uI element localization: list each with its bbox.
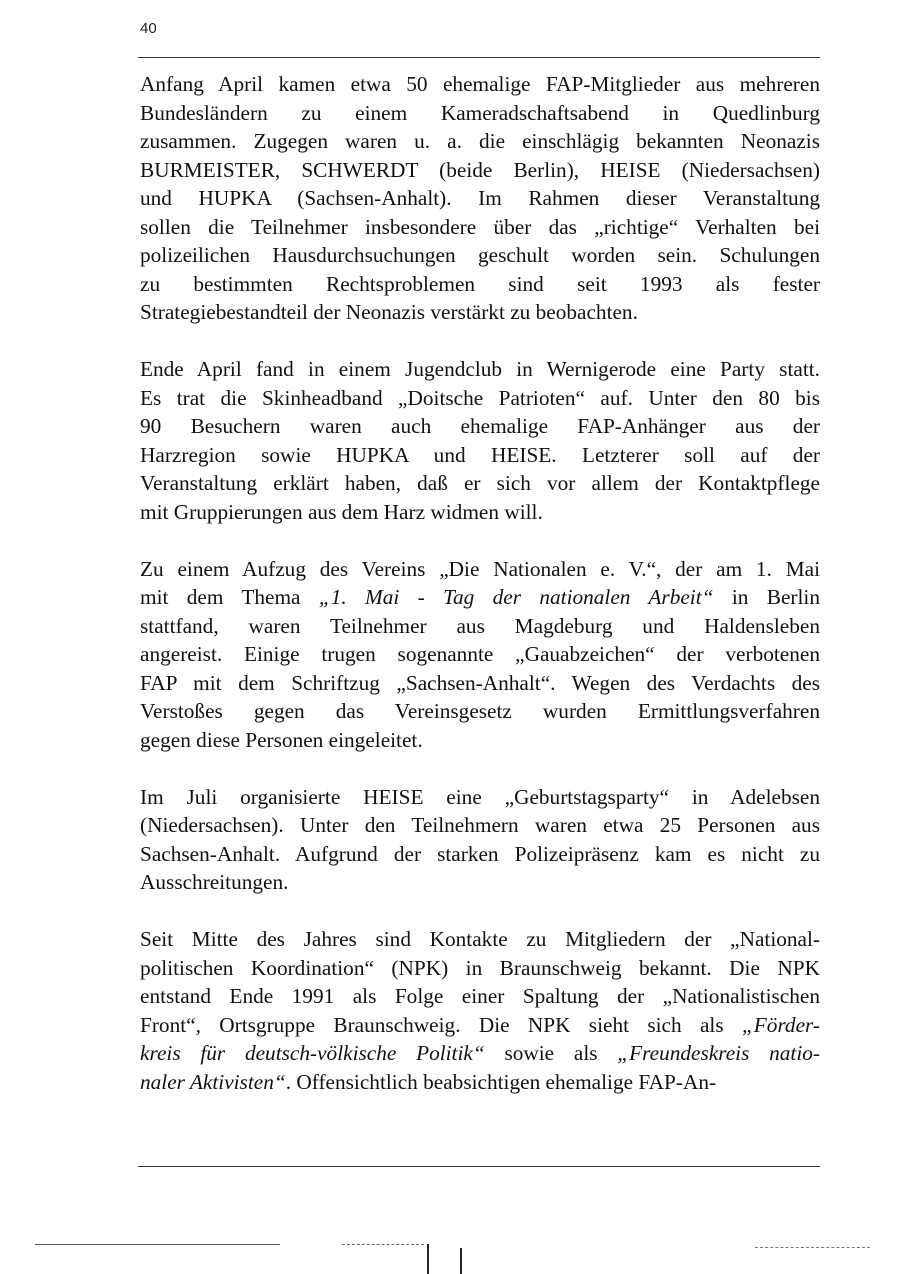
text-line: Sachsen-Anhalt. Aufgrund der starken Polizeipräsenz kam es nicht zu — [140, 841, 820, 866]
text-line: Es trat die Skinheadband „Doitsche Patrioten“ auf. Unter den 80 bis — [140, 385, 820, 410]
text-line: zu bestimmten Rechtsproblemen sind seit 1993 als fester — [140, 271, 820, 296]
scan-edge-line-left — [35, 1244, 280, 1245]
scan-edge-line-middle — [342, 1244, 424, 1245]
paragraph-adelebsen — [140, 783, 820, 897]
text-line: gegen diese Personen eingeleitet. — [140, 727, 423, 752]
text-line: 90 Besuchern waren auch ehemalige FAP-Anhänger aus der — [140, 414, 820, 438]
text-line: BURMEISTER, SCHWERDT (beide Berlin), HEISE (Niedersachsen) — [140, 157, 820, 182]
text-line: Seit Mitte des Jahres sind Kontakte zu Mitgliedern der „National- — [140, 927, 820, 951]
document-body — [140, 70, 820, 1125]
text-line: stattfand, waren Teilnehmer aus Magdeburg und Haldensleben — [140, 613, 820, 638]
text-line: entstand Ende 1991 als Folge einer Spaltung der „Nationalistischen — [140, 984, 820, 1008]
text-line: Strategiebestandteil der Neonazis verstärkt zu beobachten. — [140, 300, 638, 324]
text-line: naler Aktivisten“. Offensichtlich beabsichtigen ehemalige FAP-An- — [140, 1069, 717, 1094]
paragraph-npk — [140, 925, 820, 1096]
text-line: kreis für deutsch-völkische Politik“ sowie als „Freundeskreis natio- — [140, 1041, 820, 1065]
scan-mark — [460, 1248, 462, 1274]
text-line: Harzregion sowie HUPKA und HEISE. Letzterer soll auf der — [140, 442, 820, 467]
text-line: Anfang April kamen etwa 50 ehemalige FAP-Mitglieder aus mehreren — [140, 72, 820, 96]
paragraph-wernigerode — [140, 355, 820, 526]
text-line: sollen die Teilnehmer insbesondere über das „richtige“ Verhalten bei — [140, 214, 820, 239]
text-line: Ausschreitungen. — [140, 870, 289, 894]
page-number: 40 — [140, 20, 157, 37]
scan-mark — [427, 1244, 429, 1274]
scan-edge-marks — [424, 1244, 484, 1274]
text-line: politischen Koordination“ (NPK) in Braunschweig bekannt. Die NPK — [140, 955, 820, 980]
text-line: Ende April fand in einem Jugendclub in Wernigerode eine Party statt. — [140, 357, 820, 381]
text-line: mit Gruppierungen aus dem Harz widmen will. — [140, 499, 543, 524]
paragraph-berlin-march — [140, 555, 820, 755]
text-line: (Niedersachsen). Unter den Teilnehmern waren etwa 25 Personen aus — [140, 813, 820, 837]
text-line: Im Juli organisierte HEISE eine „Geburtstagsparty“ in Adelebsen — [140, 784, 820, 809]
text-line: und HUPKA (Sachsen-Anhalt). Im Rahmen dieser Veranstaltung — [140, 186, 820, 210]
text-line: Bundesländern zu einem Kameradschaftsabend in Quedlinburg — [140, 100, 820, 125]
text-line: Verstoßes gegen das Vereinsgesetz wurden Ermittlungsverfahren — [140, 699, 820, 723]
text-line: FAP mit dem Schriftzug „Sachsen-Anhalt“. Wegen des Verdachts des — [140, 670, 820, 695]
text-line: mit dem Thema „1. Mai - Tag der nationalen Arbeit“ in Berlin — [140, 585, 820, 609]
text-line: angereist. Einige trugen sogenannte „Gauabzeichen“ der verbotenen — [140, 642, 820, 666]
header-rule — [138, 57, 820, 58]
text-line: zusammen. Zugegen waren u. a. die einschlägig bekannten Neonazis — [140, 129, 820, 153]
text-line: polizeilichen Hausdurchsuchungen geschult worden sein. Schulungen — [140, 243, 820, 267]
text-line: Front“, Ortsgruppe Braunschweig. Die NPK sieht sich als „Förder- — [140, 1012, 820, 1037]
paragraph-quedlinburg — [140, 70, 820, 327]
footer-rule — [138, 1166, 820, 1167]
text-line: Veranstaltung erklärt haben, daß er sich vor allem der Kontaktpflege — [140, 471, 820, 495]
scan-edge-line-right — [755, 1247, 870, 1248]
text-line: Zu einem Aufzug des Vereins „Die Nationalen e. V.“, der am 1. Mai — [140, 556, 820, 581]
